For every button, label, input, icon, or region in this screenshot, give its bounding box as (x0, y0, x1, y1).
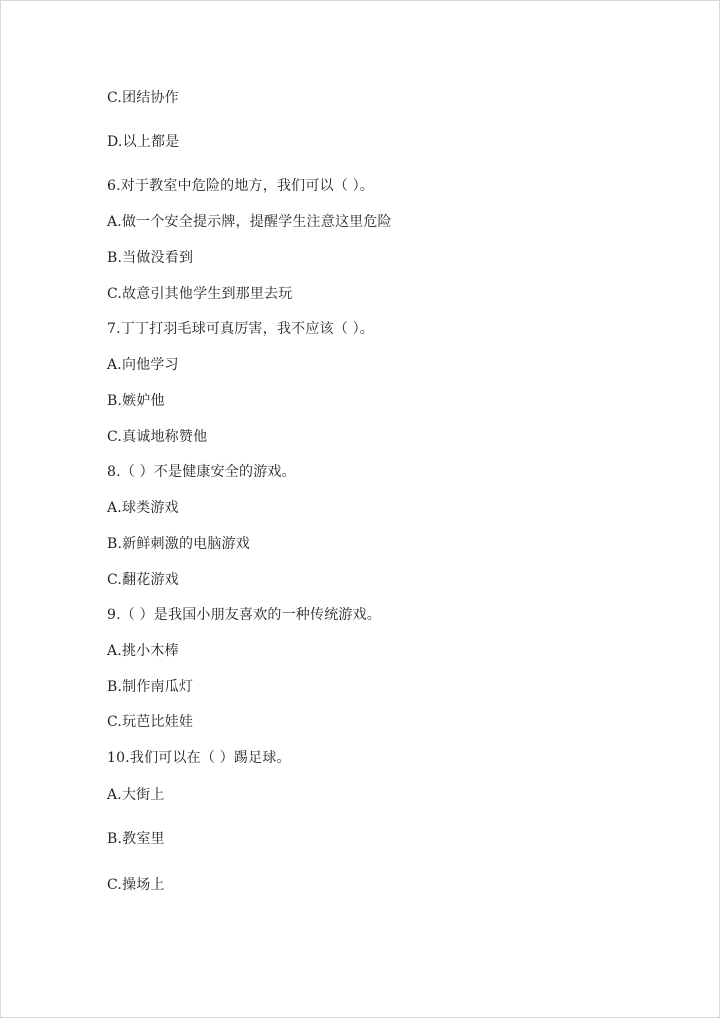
q5-option-d: D.以上都是 (107, 134, 180, 150)
q7-option-c: C.真诚地称赞他 (107, 429, 208, 445)
q7-option-b: B.嫉妒他 (107, 393, 165, 409)
q10-option-c: C.操场上 (107, 877, 165, 893)
q9-option-a: A.挑小木棒 (107, 643, 179, 659)
q8-option-b: B.新鲜刺激的电脑游戏 (107, 536, 250, 552)
q10-option-a: A.大街上 (107, 787, 165, 803)
q8-option-c: C.翻花游戏 (107, 572, 179, 588)
q9-option-b: B.制作南瓜灯 (107, 679, 194, 695)
q6-question: 6.对于教室中危险的地方，我们可以（ ）。 (107, 178, 375, 194)
q6-option-c: C.故意引其他学生到那里去玩 (107, 286, 293, 302)
q10-question: 10.我们可以在（ ）踢足球。 (107, 750, 291, 766)
q7-question: 7.丁丁打羽毛球可真厉害，我不应该（ ）。 (107, 321, 375, 337)
q8-option-a: A.球类游戏 (107, 500, 179, 516)
q7-option-a: A.向他学习 (107, 357, 179, 373)
q8-question: 8.（ ）不是健康安全的游戏。 (107, 464, 296, 480)
q9-option-c: C.玩芭比娃娃 (107, 714, 194, 730)
q9-question: 9.（ ）是我国小朋友喜欢的一种传统游戏。 (107, 607, 382, 623)
q10-option-b: B.教室里 (107, 831, 165, 847)
q5-option-c: C.团结协作 (107, 90, 179, 106)
q6-option-a: A.做一个安全提示牌，提醒学生注意这里危险 (107, 214, 392, 230)
q6-option-b: B.当做没看到 (107, 250, 194, 266)
